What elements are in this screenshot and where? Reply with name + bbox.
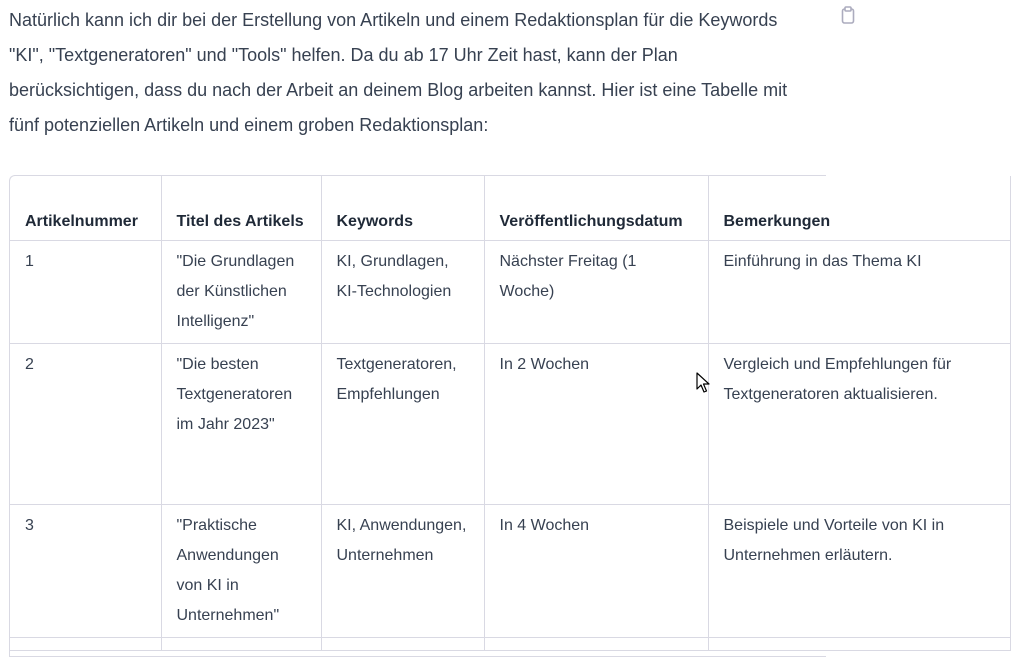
table-cell-article-number: 1 (10, 240, 161, 343)
editorial-plan-table (9, 175, 952, 657)
column-header-article-number: Artikelnummer (10, 176, 161, 240)
response-intro-text: Natürlich kann ich dir bei der Erstellung von Artikeln und einem Redaktionsplan für die Keywords "KI", "Textgeneratoren" und "Tools" helfen. Da du ab 17 Uhr Zeit hast, kann der Plan berücksichtigen, dass du nach der Arbeit an deinem Blog arbeiten kannst. Hier ist eine Tabelle mit fünf potenziellen Artikeln und einem groben Redaktionsplan: (9, 10, 788, 135)
table-cell-article-title: "Die besten Textgeneratoren im Jahr 2023" (161, 343, 321, 504)
table-header-row (10, 176, 1010, 240)
table-cell-empty (161, 637, 321, 650)
table-cell-article-number: 3 (10, 504, 161, 637)
clipboard-icon[interactable] (840, 6, 856, 24)
table-cell-remarks: Beispiele und Vorteile von KI in Unternehmen erläutern. (708, 504, 1010, 637)
table-row (10, 504, 1010, 637)
table-cell-empty (484, 637, 708, 650)
table-cell-publication-date: In 2 Wochen (484, 343, 708, 504)
table-cell-remarks: Vergleich und Empfehlungen für Textgeneratoren aktualisieren. (708, 343, 1010, 504)
table-cell-empty (321, 637, 484, 650)
table-cell-keywords: Textgeneratoren, Empfehlungen (321, 343, 484, 504)
table-cell-publication-date: In 4 Wochen (484, 504, 708, 637)
table-cell-article-number: 2 (10, 343, 161, 504)
table-row (10, 343, 1010, 504)
table-cell-remarks: Einführung in das Thema KI (708, 240, 1010, 343)
table-cell-empty (708, 637, 1010, 650)
column-header-keywords: Keywords (321, 176, 484, 240)
column-header-remarks: Bemerkungen (708, 176, 1010, 240)
table-cell-keywords: KI, Anwendungen, Unternehmen (321, 504, 484, 637)
table-cell-article-title: "Die Grundlagen der Künstlichen Intelligenz" (161, 240, 321, 343)
table-row (10, 240, 1010, 343)
column-header-article-title: Titel des Artikels (161, 176, 321, 240)
table-cell-publication-date: Nächster Freitag (1 Woche) (484, 240, 708, 343)
table-row (10, 637, 1010, 650)
column-header-publication-date: Veröffentlichungsdatum (484, 176, 708, 240)
table-cell-empty (10, 637, 161, 650)
table-cell-keywords: KI, Grundlagen, KI-Technologien (321, 240, 484, 343)
table-cell-article-title: "Praktische Anwendungen von KI in Unternehmen" (161, 504, 321, 637)
